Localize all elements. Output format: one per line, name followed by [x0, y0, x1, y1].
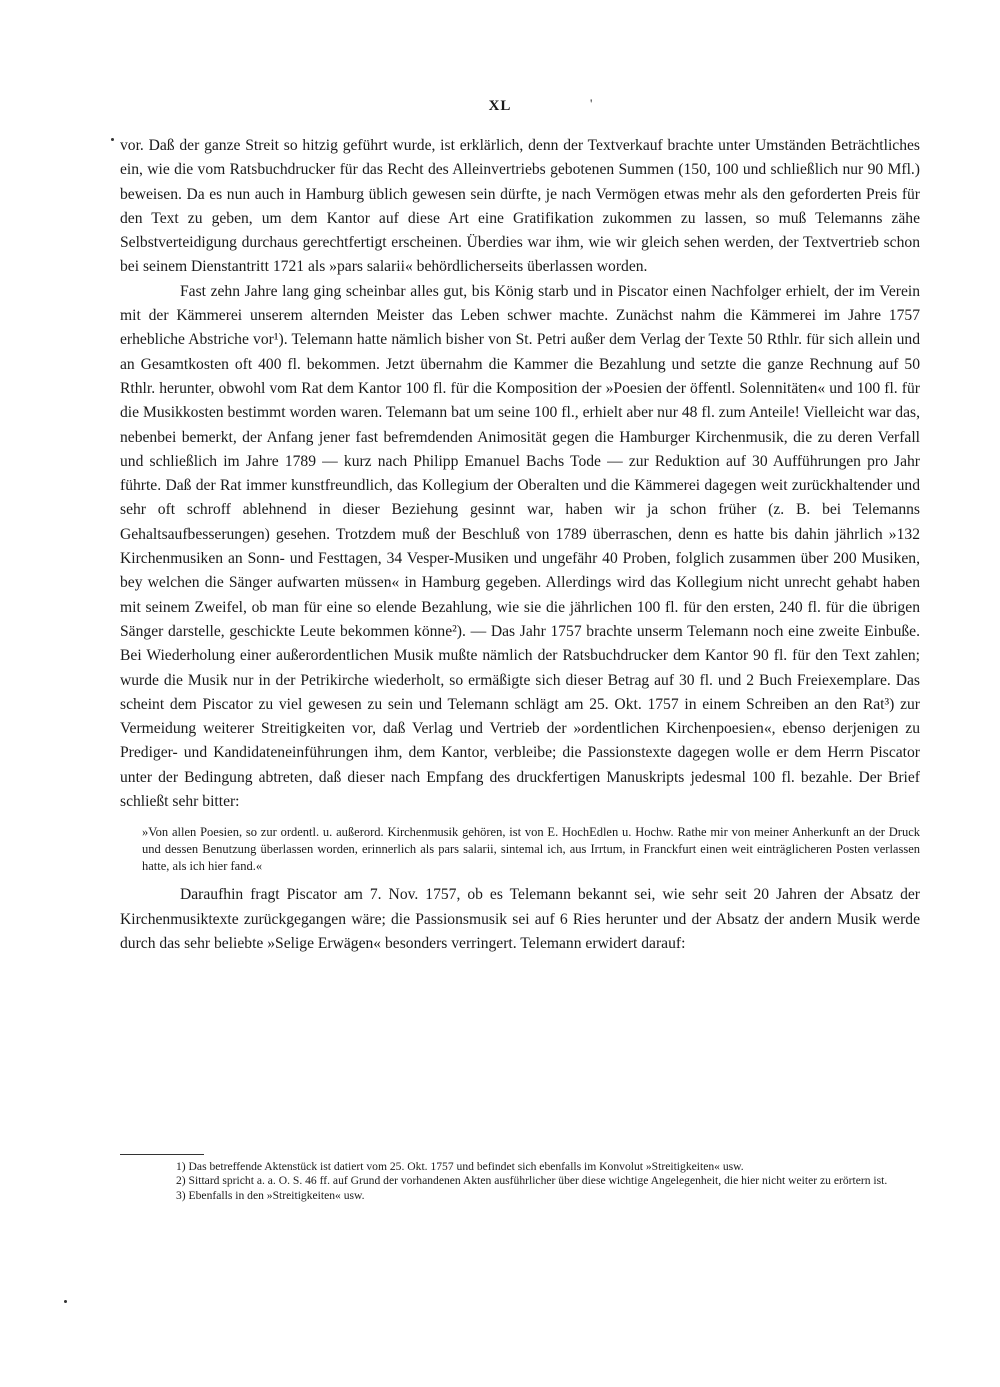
footnote-divider — [120, 1154, 204, 1155]
paragraph: vor. Daß der ganze Streit so hitzig geführt wurde, ist erklärlich, denn der Textverkauf brachte unter Umständen Beträchtliches ein, wie die vom Ratsbuchdrucker für das Recht des Alleinvertriebs gebotenen Summen (150, 100 und schließlich nur 90 Mfl.) beweisen. Da es nun auch in Hamburg üblich gewesen sein dürfte, je nach Vermögen etwas mehr als den geforderten Preis für den Text zu geben, um dem Kantor auf diese Art eine Gratifikation zukommen zu lassen, so muß Telemanns zähe Selbstverteidigung durchaus gerechtfertigt erscheinen. Überdies war ihm, wie wir gleich sehen werden, der Textvertrieb schon bei seinem Dienstantritt 1721 als »pars salarii« behördlicherseits überlassen worden. — [120, 137, 920, 276]
paragraph: Daraufhin fragt Piscator am 7. Nov. 1757, ob es Telemann bekannt sei, wie sehr seit 20 Jahren der Absatz der Kirchenmusiktexte zurückgegangen wäre; die Passionsmusik sei auf 6 Ries herunter und der Absatz der andern Musik werde durch das sehr beliebte »Selige Erwägen« besonders verringert. Telemann erwidert darauf: — [120, 886, 920, 952]
block-quote: »Von allen Poesien, so zur ordentl. u. außerord. Kirchenmusik gehören, ist von E. HochEdlen u. Hochw. Rathe mir von meiner Anherkunft an der Druck und dessen Benutzung überlassen worden, erinnerlich als pars salarii, sintemal ich, aus Irrtum, in Franckfurt einen weit einträglicheren Posten verlassen hatte, als ich hier fand.« — [142, 825, 920, 874]
footnotes — [120, 1160, 920, 1203]
page-number: XL — [488, 98, 512, 114]
stray-dot — [111, 138, 114, 141]
body-text — [120, 134, 920, 956]
paragraph: Fast zehn Jahre lang ging scheinbar alles gut, bis König starb und in Piscator einen Nachfolger erhielt, der im Verein mit der Kämmerei unserem alternden Meister das Leben schwer machte. Zunächst nahm die Kämmerei im Jahre 1757 erhebliche Abstriche vor¹). Telemann hatte nämlich bisher von St. Petri außer dem Verlag der Texte 50 Rthlr. für sich allein und an Gesamtkosten oft 400 fl. bekommen. Jetzt übernahm die Kammer die Bezahlung und setzte die ganze Rechnung auf 50 Rthlr. herunter, obwohl vom Rat dem Kantor 100 fl. für die Komposition der »Poesien der öffentl. Solennitäten« und 100 fl. für die Musikkosten bestimmt worden waren. Telemann bat um seine 100 fl., erhielt aber nur 48 fl. zum Anteile! Vielleicht war das, nebenbei bemerkt, der Anfang jener fast befremdenden Animosität gegen die Hamburger Kirchenmusik, die zu deren Verfall und schließlich im Jahre 1789 — kurz nach Philipp Emanuel Bachs Tode — zur Reduktion auf 30 Aufführungen pro Jahr führte. Daß der Rat immer kunstfreundlich, das Kollegium der Oberalten und die Kämmerei dagegen weit zurückhaltender und sehr oft schroff ablehnend in dieser Beziehung gesinnt war, haben wir ja schon früher (z. B. bei Telemanns Gehaltsaufbesserungen) gesehen. Trotzdem muß der Beschluß von 1789 überraschen, denn es hatte bis dahin jährlich »132 Kirchenmusiken an Sonn- und Festtagen, 34 Vesper-Musiken und ungefähr 40 Proben, folglich zusammen über 200 Musiken, bey welchen die Sänger aufwarten müssen« in Hamburg gegeben. Allerdings wird das Kollegium nicht unrecht gehabt haben mit seinem Zweifel, ob man für eine so elende Bezahlung, wie sie die jährlichen 100 fl. für den ersten, 240 fl. für die übrigen Sänger darstelle, geschickte Leute bekommen könne²). — Das Jahr 1757 brachte unserm Telemann noch eine zweite Einbuße. Bei Wiederholung einer außerordentlichen Musik mußte nämlich der Ratsbuchdrucker dem Kantor 90 fl. für den Text zahlen; wurde die Musik nur in der Petrikirche wiederholt, so ermäßigte sich dieser Betrag auf 30 fl. und 2 Buch Freiexemplare. Das scheint dem Piscator zu viel gewesen zu sein und Telemann schlägt am 25. Okt. 1757 in einem Schreiben an den Rat³) zur Vermeidung weiterer Streitigkeiten vor, daß Verlag und Vertrieb der »ordentlichen Kirchenpoesien«, ebenso derjenigen zu Prediger- und Kandidateneinführungen ihm, dem Kantor, verbleibe; die Passionstexte dagegen wolle er dem Herrn Piscator unter der Bedingung abtreten, daß dieser nach Empfang des druckfertigen Manuskripts jedesmal 100 fl. bezahle. Der Brief schließt sehr bitter: — [120, 282, 920, 811]
stray-dot — [64, 1300, 67, 1303]
footnote: 1) Das betreffende Aktenstück ist datiert vom 25. Okt. 1757 und befindet sich ebenfalls im Konvolut »Streitigkeiten« usw. — [176, 1160, 744, 1173]
footnote: 3) Ebenfalls in den »Streitigkeiten« usw. — [176, 1188, 365, 1202]
stray-mark: ' — [590, 96, 593, 111]
footnote: 2) Sittard spricht a. a. O. S. 46 ff. auf Grund der vorhandenen Akten ausführlicher über diese wichtige Angelegenheit, die hier nicht weiter zu erörtern ist. — [176, 1174, 888, 1188]
